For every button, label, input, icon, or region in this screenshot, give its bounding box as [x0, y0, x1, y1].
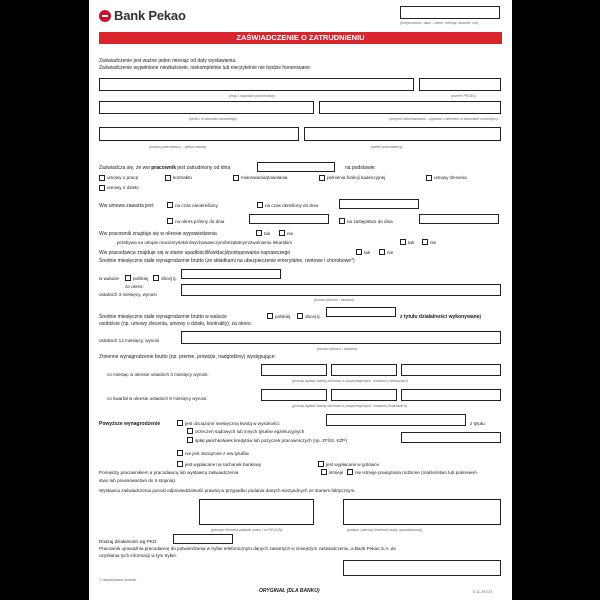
employer-caption: (nazwa pracodawcy – pełna nazwa) [149, 145, 207, 149]
signature-field[interactable] [343, 499, 501, 525]
notice-no-checkbox[interactable] [279, 230, 285, 236]
type-term-function-label: pełnienia funkcji kadencyjnej [327, 175, 386, 180]
bankruptcy-yes-checkbox[interactable] [356, 249, 362, 255]
signature-caption: (podpis i pieczęć imienna osoby upoważnionej) [347, 528, 423, 532]
form-code: 5-11-397/13 [473, 590, 493, 594]
type-work-contract-label: umowy o dzieło [107, 185, 139, 190]
business-salary-line2: osobiście (np. umowy zlecenia, umowy o dzieło, kontrakty), za okres: [99, 321, 252, 327]
notice-label: Ww pracownik znajduje się w okresie wypowiedzenia [99, 231, 217, 237]
bankruptcy-no-label: nie [387, 250, 394, 255]
leave-label: przebywa na urlopie macierzyńskim/wychowawczym/bezpłatnym/zwolnieniu lekarskim [117, 240, 293, 245]
loans-amount-field[interactable] [401, 432, 501, 443]
notice-yes-checkbox[interactable] [256, 230, 262, 236]
pesel-caption: (numer PESEL) [451, 94, 477, 98]
salary-foreign-checkbox[interactable] [153, 275, 159, 281]
employer-address-field[interactable] [304, 127, 501, 141]
salary-currency-label: w walucie [99, 276, 119, 281]
notice-yes-label: tak [264, 231, 271, 236]
employer-address-caption: (adres pracodawcy) [371, 145, 403, 149]
substitute-date-field[interactable] [419, 214, 499, 224]
employment-date-field[interactable] [257, 162, 335, 172]
trial-checkbox[interactable] [167, 218, 173, 224]
variable-quarterly-1-field[interactable] [261, 389, 327, 401]
type-term-function-checkbox[interactable] [319, 175, 325, 181]
leave-no-label: nie [430, 240, 437, 245]
salary-polish-checkbox[interactable] [125, 275, 131, 281]
stamp-field[interactable] [199, 499, 314, 525]
form-page [89, 0, 512, 600]
pkd-field[interactable] [173, 534, 233, 544]
cash-checkbox[interactable] [318, 461, 324, 467]
bankruptcy-no-checkbox[interactable] [379, 249, 385, 255]
definite-checkbox[interactable] [257, 202, 263, 208]
notice-no-label: nie [287, 231, 294, 236]
loans-checkbox[interactable] [187, 437, 193, 443]
business-tail-label: z tytułu działalności wykonywanej [400, 314, 481, 320]
relationship-not-exists-checkbox[interactable] [347, 469, 353, 475]
bankruptcy-yes-label: tak [364, 250, 371, 255]
bank-logo [99, 8, 186, 23]
to-account-label: jest wypłacane na rachunek bankowy [185, 462, 262, 467]
salary-amount-caption: (kwota cyfrowo / słownie) [314, 298, 355, 302]
definite-label: na czas określony do dnia [265, 203, 319, 208]
type-contract-checkbox[interactable] [165, 175, 171, 181]
leave-no-checkbox[interactable] [422, 239, 428, 245]
to-account-checkbox[interactable] [177, 461, 183, 467]
encumbrance-amount-field[interactable] [326, 414, 466, 426]
authorization-line-2: uzyskania tych informacji w tym trybie. [99, 553, 178, 558]
bank-name: Bank Pekao [114, 8, 186, 23]
type-appointment-label: mianowania/powołania [241, 175, 288, 180]
indefinite-label: na czas nieokreślony [175, 203, 218, 208]
salary-label: Średnie miesięczne stałe wynagrodzenie brutto (ze składkami na ubezpieczenie emerytalne, rentowe i chorobowe*) [99, 258, 355, 264]
trial-date-field[interactable] [249, 214, 329, 224]
substitute-checkbox[interactable] [339, 218, 345, 224]
employee-name-field[interactable] [99, 78, 414, 91]
bankruptcy-label: Ww pracodawca znajduje się w stanie upadłości/likwidacji/postępowania naprawczego [99, 250, 291, 256]
type-appointment-checkbox[interactable] [233, 175, 239, 181]
leave-yes-label: tak [408, 240, 415, 245]
id-series-field[interactable] [99, 101, 314, 114]
encumbrance-amount-label: jest obciążone miesięczną kwotą w wysokości: [185, 421, 280, 426]
business-salary-line1: Średnie miesięczne stałe wynagrodzenie brutto w walucie [99, 314, 227, 320]
liability-statement: Wystawca zaświadczenia ponosi odpowiedzialność prawną w przypadku podania danych niezgodnych ze stanem faktycznym. [99, 488, 356, 493]
business-amount-caption: (kwota cyfrowo / słownie) [317, 347, 358, 351]
business-last12-label: ostatnich 12 miesięcy, wynosi [99, 338, 160, 343]
employee-signature-field[interactable] [343, 560, 501, 576]
id-series-caption: (seria i nr dowodu osobistego) [189, 117, 238, 121]
type-employment-contract-checkbox[interactable] [99, 175, 105, 181]
address-field[interactable] [319, 101, 501, 114]
loans-label: spłat jakichkolwiek kredytów lub pożyczek pracowniczych (np. ZFŚS, KZP) [195, 438, 347, 443]
variable-monthly-2-field[interactable] [331, 364, 397, 376]
type-mandate-label: umowy zlecenia [434, 175, 467, 180]
definite-date-field[interactable] [339, 199, 419, 209]
salary-amount-field[interactable] [181, 284, 501, 296]
salary-currency-field[interactable] [181, 269, 281, 279]
relationship-line2: stwo lub powinowactwo do II stopnia). [99, 478, 177, 483]
relationship-exists-checkbox[interactable] [321, 469, 327, 475]
pesel-field[interactable] [419, 78, 501, 91]
stamp-caption: (pieczęć firmowa zakładu pracy i nr REGON) [211, 528, 283, 532]
business-polish-checkbox[interactable] [267, 313, 273, 319]
date-field[interactable] [400, 6, 500, 19]
variable-label: Zmienne wynagrodzenie brutto (np. premie, prowizje, nadgodziny) występujące: [99, 354, 276, 360]
type-work-contract-checkbox[interactable] [99, 185, 105, 191]
cash-label: jest wypłacane w gotówce [326, 462, 380, 467]
intro-line-2: Zaświadczenie wypełnione niewłaściwie, niekompletnie lub nieczytelnie nie będzie honorowane. [99, 65, 312, 71]
salary-polish-label: polskiej [133, 276, 149, 281]
variable-monthly-3-field[interactable] [401, 364, 501, 376]
substitute-label: na zastępstwo do dnia [347, 219, 393, 224]
indefinite-checkbox[interactable] [167, 202, 173, 208]
salary-last3-label: ostatnich 3 miesięcy, wynosi [99, 292, 157, 297]
encumbrance-label: Powyższe wynagrodzenie [99, 421, 161, 427]
form-title: ZAŚWIADCZENIE O ZATRUDNIENIU [99, 32, 502, 44]
relationship-exists-label: istnieje [329, 470, 344, 475]
original-label: ORYGINAŁ (DLA BANKU) [259, 588, 320, 594]
variable-quarterly-caption: (proszę wpisać kwotę dochodu w poszczególnych, ostatnich kwartałach) [292, 404, 408, 408]
employment-label: Zaświadcza się, że ww pracownik jest zatrudniony od dnia [99, 165, 231, 171]
not-encumbered-checkbox[interactable] [177, 450, 183, 456]
authorization-line-1: Pracownik upoważnia pracodawcę do potwierdzenia w trybie telefonicznym danych zawartych w niniejszym zaświadczeniu, a Bank Pekao S.A. do [99, 546, 396, 551]
variable-quarterly-3-field[interactable] [401, 389, 501, 401]
variable-monthly-1-field[interactable] [261, 364, 327, 376]
business-foreign-label: obcej tj. [305, 314, 321, 319]
type-mandate-checkbox[interactable] [426, 175, 432, 181]
encumbrance-title-label: z tytułu: [470, 421, 486, 426]
relationship-not-exists-label: nie istnieje powiązania rodzinne (małżeństwo lub pokrewień- [355, 470, 479, 475]
type-employment-contract-label: umowy o pracę [107, 175, 139, 180]
variable-monthly-label: co miesiąc w okresie ostatnich 3 miesięcy wynosi: [107, 372, 209, 377]
type-contract-label: kontraktu [173, 175, 192, 180]
leave-yes-checkbox[interactable] [400, 239, 406, 245]
on-basis-label: na podstawie: [345, 165, 376, 171]
salary-foreign-label: obcej tj. [161, 276, 177, 281]
court-checkbox[interactable] [187, 428, 193, 434]
pkd-label: Rodzaj działalności wg PKD: [99, 539, 158, 544]
intro-line-1: Zaświadczenie jest ważne jeden miesiąc od daty wystawienia. [99, 58, 237, 64]
encumbrance-amount-checkbox[interactable] [177, 420, 183, 426]
relationship-line1: Pomiędzy pracownikiem a pracodawcą lub wystawcą zaświadczenia [99, 470, 239, 475]
date-caption: (miejscowość, data – dzień, miesiąc słownie, rok) [400, 21, 479, 25]
address-caption: (miejsce zamieszkania – zgodnie z adresem w dowodzie osobistym) [389, 117, 498, 121]
variable-quarterly-label: co kwartał w okresie ostatnich 9 miesięcy wynosi: [107, 396, 208, 401]
salary-period-label: za okres: [125, 284, 144, 289]
court-label: orzeczeń sądowych lub innych tytułów egzekucyjnych [195, 429, 305, 434]
contract-label: Ww umowa zawarta jest: [99, 203, 155, 209]
footnote: *) niepotrzebne skreślić [99, 578, 137, 582]
variable-quarterly-2-field[interactable] [331, 389, 397, 401]
business-foreign-checkbox[interactable] [297, 313, 303, 319]
pekao-logo-icon [99, 10, 111, 22]
variable-monthly-caption: (proszę wpisać kwotę dochodu w poszczególnych, ostatnich miesiącach) [292, 379, 408, 383]
business-polish-label: polskiej [275, 314, 291, 319]
employer-name-field[interactable] [99, 127, 299, 141]
not-encumbered-label: nie jest obciążone z ww tytułów [185, 451, 249, 456]
trial-label: na okres próbny do dnia [175, 219, 225, 224]
name-caption: (imię i nazwisko pracownika) [229, 94, 275, 98]
business-currency-field[interactable] [326, 307, 396, 317]
business-amount-field[interactable] [181, 331, 501, 344]
